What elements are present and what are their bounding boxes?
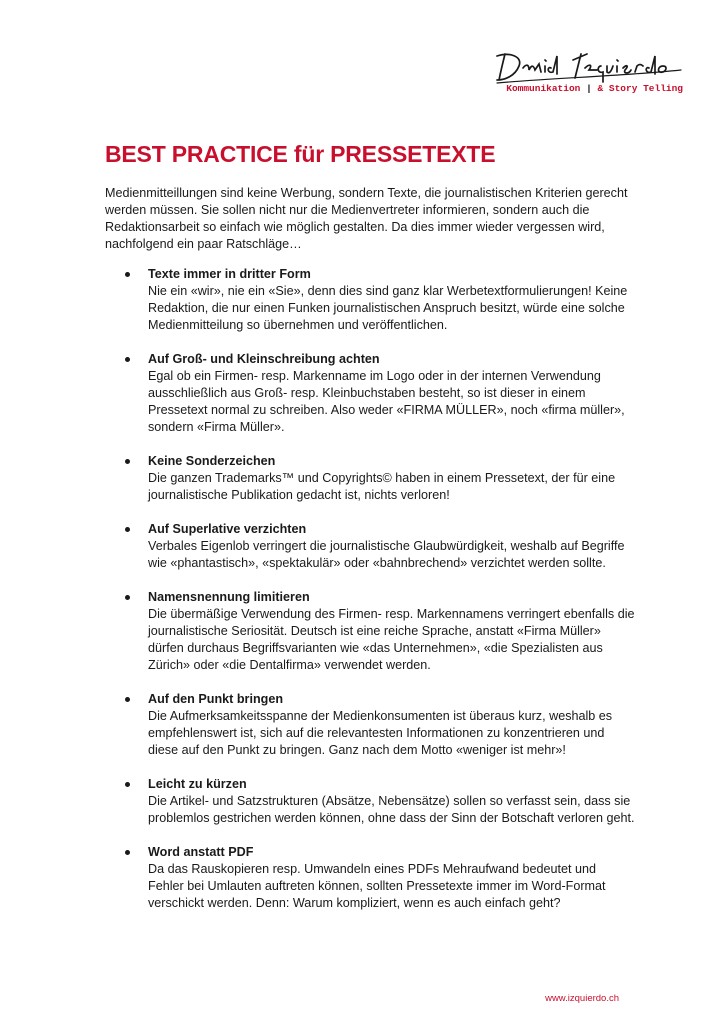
list-item: [105, 691, 635, 759]
bullet-icon: [125, 459, 130, 464]
tip-title: Leicht zu kürzen: [148, 777, 247, 791]
tip-title: Auf Superlative verzichten: [148, 522, 307, 536]
tip-title: Namensnennung limitieren: [148, 590, 310, 604]
tip-text: Verbales Eigenlob verringert die journalistische Glaubwürdigkeit, weshalb auf Begriffe wie «phantastisch», «spektakulär» oder «bahnbrechend» verzichtet werden sollte.: [148, 539, 625, 570]
bullet-icon: [125, 850, 130, 855]
bullet-icon: [125, 527, 130, 532]
tip-text: Die ganzen Trademarks™ und Copyrights© haben in einem Pressetext, der für eine journalistische Publikation gedacht ist, nichts verloren!: [148, 471, 616, 502]
list-item: [105, 844, 635, 912]
list-item: [105, 266, 635, 334]
tip-text: Nie ein «wir», nie ein «Sie», denn dies sind ganz klar Werbetextformulierungen! Keine Redaktion, die nur einen Funken journalistischen Anspruch besitzt, würde eine solche Medienmitteilung so übernehmen und veröffentlichen.: [148, 284, 628, 332]
tip-text: Egal ob ein Firmen- resp. Markenname im Logo oder in der internen Verwendung ausschließlich aus Groß- resp. Kleinbuchstaben besteht, so ist dieser in einem Pressetext normal zu schreiben. Also weder «FIRMA MÜLLER», noch «firma müller», sondern «Firma Müller».: [148, 369, 625, 434]
bullet-icon: [125, 595, 130, 600]
bullet-icon: [125, 357, 130, 362]
bullet-icon: [125, 272, 130, 277]
tips-list: [105, 266, 635, 929]
tip-text: Die Aufmerksamkeitsspanne der Medienkonsumenten ist überaus kurz, weshalb es empfehlenswert ist, sich auf die relevantesten Informationen zu konzentrieren und diese auf den Punkt zu bringen. Ganz nach dem Motto «weniger ist mehr»!: [148, 709, 613, 757]
bullet-icon: [125, 782, 130, 787]
list-item: [105, 351, 635, 436]
tip-title: Texte immer in dritter Form: [148, 267, 311, 281]
intro-paragraph: Medienmitteillungen sind keine Werbung, sondern Texte, die journalistischen Kriterien gerecht werden müssen. Sie sollen nicht nur die Medienvertreter informieren, sondern auch die Redaktionsarbeit so einfach wie möglich gestalten. Da dies immer wieder vergessen wird, nachfolgend ein paar Ratschläge…: [105, 186, 628, 251]
list-item: [105, 521, 635, 572]
tip-text: Da das Rauskopieren resp. Umwandeln eines PDFs Mehraufwand bedeutet und Fehler bei Umlauten auftreten können, sollten Pressetexte immer im Word-Format verschickt werden. Denn: Warum kompliziert, wenn es auch einfach geht?: [148, 862, 606, 910]
tip-title: Keine Sonderzeichen: [148, 454, 276, 468]
list-item: [105, 453, 635, 504]
tip-title: Auf den Punkt bringen: [148, 692, 284, 706]
logo-tagline: [506, 83, 683, 94]
logo: [493, 50, 683, 96]
tip-text: Die übermäßige Verwendung des Firmen- resp. Markennamens verringert ebenfalls die journalistische Seriosität. Deutsch ist eine reiche Sprache, anstatt «Firma Müller» dürfen durchaus Begriffsvarianten wie «das Unternehmen», «die Spezialisten aus Zürich» oder «die Dentalfirma» verwendet werden.: [148, 607, 635, 672]
signature-logo-icon: [493, 50, 683, 86]
list-item: [105, 776, 635, 827]
tip-title: Auf Groß- und Kleinschreibung achten: [148, 352, 380, 366]
logo-tagline-right: & Story Telling: [597, 83, 683, 94]
logo-tagline-separator: |: [580, 83, 598, 94]
page-title: BEST PRACTICE für PRESSETEXTE: [105, 141, 496, 167]
tip-text: Die Artikel- und Satzstrukturen (Absätze, Nebensätze) sollen so verfasst sein, dass sie problemlos gestrichen werden können, ohne dass der Sinn der Botschaft verloren geht.: [148, 794, 635, 825]
footer-url-link[interactable]: www.izquierdo.ch: [545, 993, 619, 1004]
list-item: [105, 589, 635, 674]
bullet-icon: [125, 697, 130, 702]
tip-title: Word anstatt PDF: [148, 845, 254, 859]
logo-tagline-left: Kommunikation: [506, 83, 581, 94]
